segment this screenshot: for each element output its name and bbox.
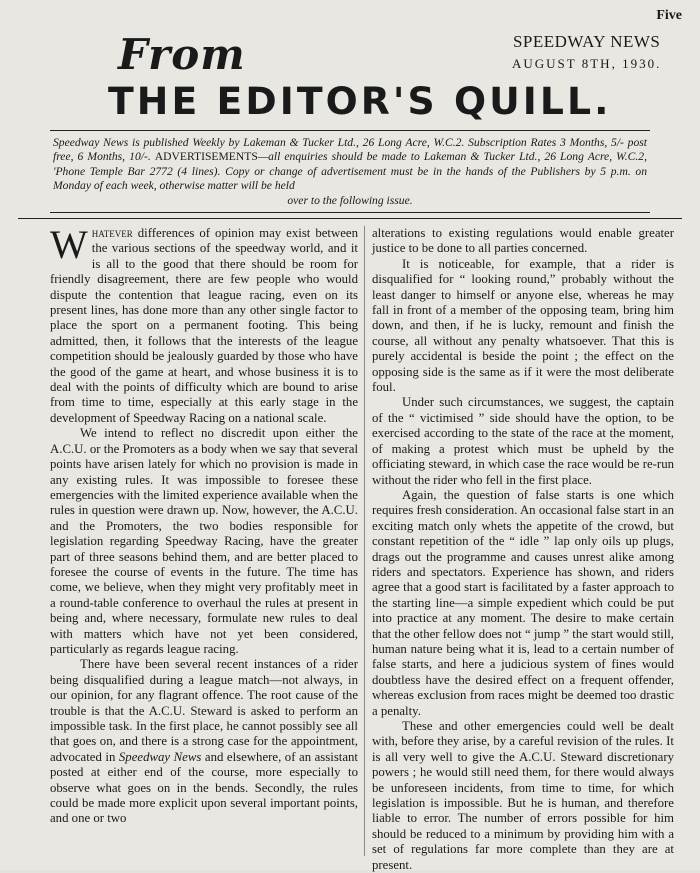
issue-date: AUGUST 8TH, 1930. [512,56,662,71]
article-column-right [372,226,674,873]
paragraph-text: differences of opinion may exist between the various sections of the speedway world, and it is all to the good that there should be room for friendly disagreement, there are few people who would dispute the contention that league racing, even on its present lines, has done more than any other single factor to place the sport on a permanent footing. This being admitted, then, it follows that the interests of the league competition should be jealously guarded by those who have the good of the game at heart, and whose business it is to deal with the points of difficulty which are bound to arise from time to time, especially at this early stage in the development of Speedway Racing on a national scale. [50,226,358,425]
paragraph-text: There have been several recent instances of a rider being disqualified during a league match—not always, in our opinion, for any flagrant offence. The root cause of the trouble is that the A.C.U. Steward is asked to perform an impossible task. In the first place, he cannot possibly see all that goes on, and there is a strong case for the appointment, advocated in [50,657,358,764]
drop-cap: W [50,222,88,267]
notice-part1: Speedway News is published Weekly by Lakeman & Tucker Ltd., 26 Long Acre, W.C.2. Subscription Rates 3 Months, 5/- post free, 6 Months, 10/-. [53,136,647,164]
paragraph [50,222,358,426]
publication-title: Speedway News [118,749,202,764]
paragraph [50,657,358,826]
paragraph: These and other emergencies could well be dealt with, before they arise, by a careful revision of the rules. It is all very well to give the A.C.U. Steward discretionary powers ; he would still need them, for there would always be unforeseen incidents, from time to time, for which legislation is impossible. But he is human, and therefore liable to error. The number of errors possible for him should be reduced to a minimum by providing him with a set of regulations far more complete than they are at present. [372,719,674,872]
paragraph: Again, the question of false starts is one which requires fresh consideration. An occasional false start in an exciting match only whets the appetite of the crowd, but constant repetition of the “ idle ” lap only oils up plugs, drags out the programme and causes unrest alike among riders and spectators. Experience has shown, and riders agree that a good start is facilitated by a faster approach to the starting line—a simple expedient which could be put into practice at any moment. The desire to make certain that the other fellow does not “ jump ” the start would still, human nature being what it is, lead to a certain number of false starts, and here a judicious system of fines would doubtless have the desired effect on a frequent offender, whereas exclusion from races might be deemed too drastic a penalty. [372,487,674,718]
lead-word: hatever [91,226,133,240]
column-divider [364,226,365,856]
paragraph-text: and elsewhere, of an assistant posted at either end of the course, more especially to observe what goes on in the bends. Secondly, the rules could be made more explicit upon several important points, and one or two [50,749,358,826]
section-rule [18,218,682,219]
page-number: Five [656,8,682,23]
masthead [512,32,661,72]
paragraph: It is noticeable, for example, that a rider is disqualified for “ looking round,” probably without the least danger to himself or anyone else, whereas he may fall in front of a member of the opposing team, bring him down, and then, if he is lucky, remount and finish the course, all without any penalty whatsoever. That this is purely accidental is beside the point ; the effect on the opposing side is the same as if it were the most deliberate foul. [372,256,674,395]
paragraph: We intend to reflect no discredit upon either the A.C.U. or the Promoters as a body when we say that several points have arisen lately for which no provision is made in any existing rules. It was impossible to foresee these emergencies with the limited experience available when the rules in question were drawn up. Now, however, the A.C.U. and the Promoters, the two bodies responsible for legislation regarding Speedway Racing, have the greater part of three seasons behind them, and are better placed to foresee the course of events in the future. The time has come, we believe, when they might very profitably meet in a round-table conference to overhaul the rules at present in being and, where necessary, formulate new rules to deal with matters which have not yet been considered, particularly as regards league racing. [50,426,358,656]
ads-label: ADVERTISEMENTS [154,150,258,164]
from-word: From [118,30,246,79]
article-column-left [50,222,358,827]
headline: THE EDITOR'S QUILL. [108,80,612,123]
notice-part3: over to the following issue. [287,193,413,207]
publisher-notice [50,130,650,213]
paper-name: SPEEDWAY NEWS [512,32,661,51]
paragraph: Under such circumstances, we suggest, the captain of the “ victimised ” side should have the option, to be exercised according to the state of the race at the moment, of making a protest which must be upheld by the officiating steward, in which case the race would be re-run without the rider who fell in the first place. [372,395,674,487]
notice-part2: —all enquiries should be made to Lakeman & Tucker Ltd., 26 Long Acre, W.C.2, 'Phone Temple Bar 2772 (4 lines). Copy or change of advertisement must be in the hands of the Publishers by 5 p.m. on Monday of each week, otherwise matter will be held [53,150,647,193]
paragraph: alterations to existing regulations would enable greater justice to be done to all parties concerned. [372,226,674,256]
